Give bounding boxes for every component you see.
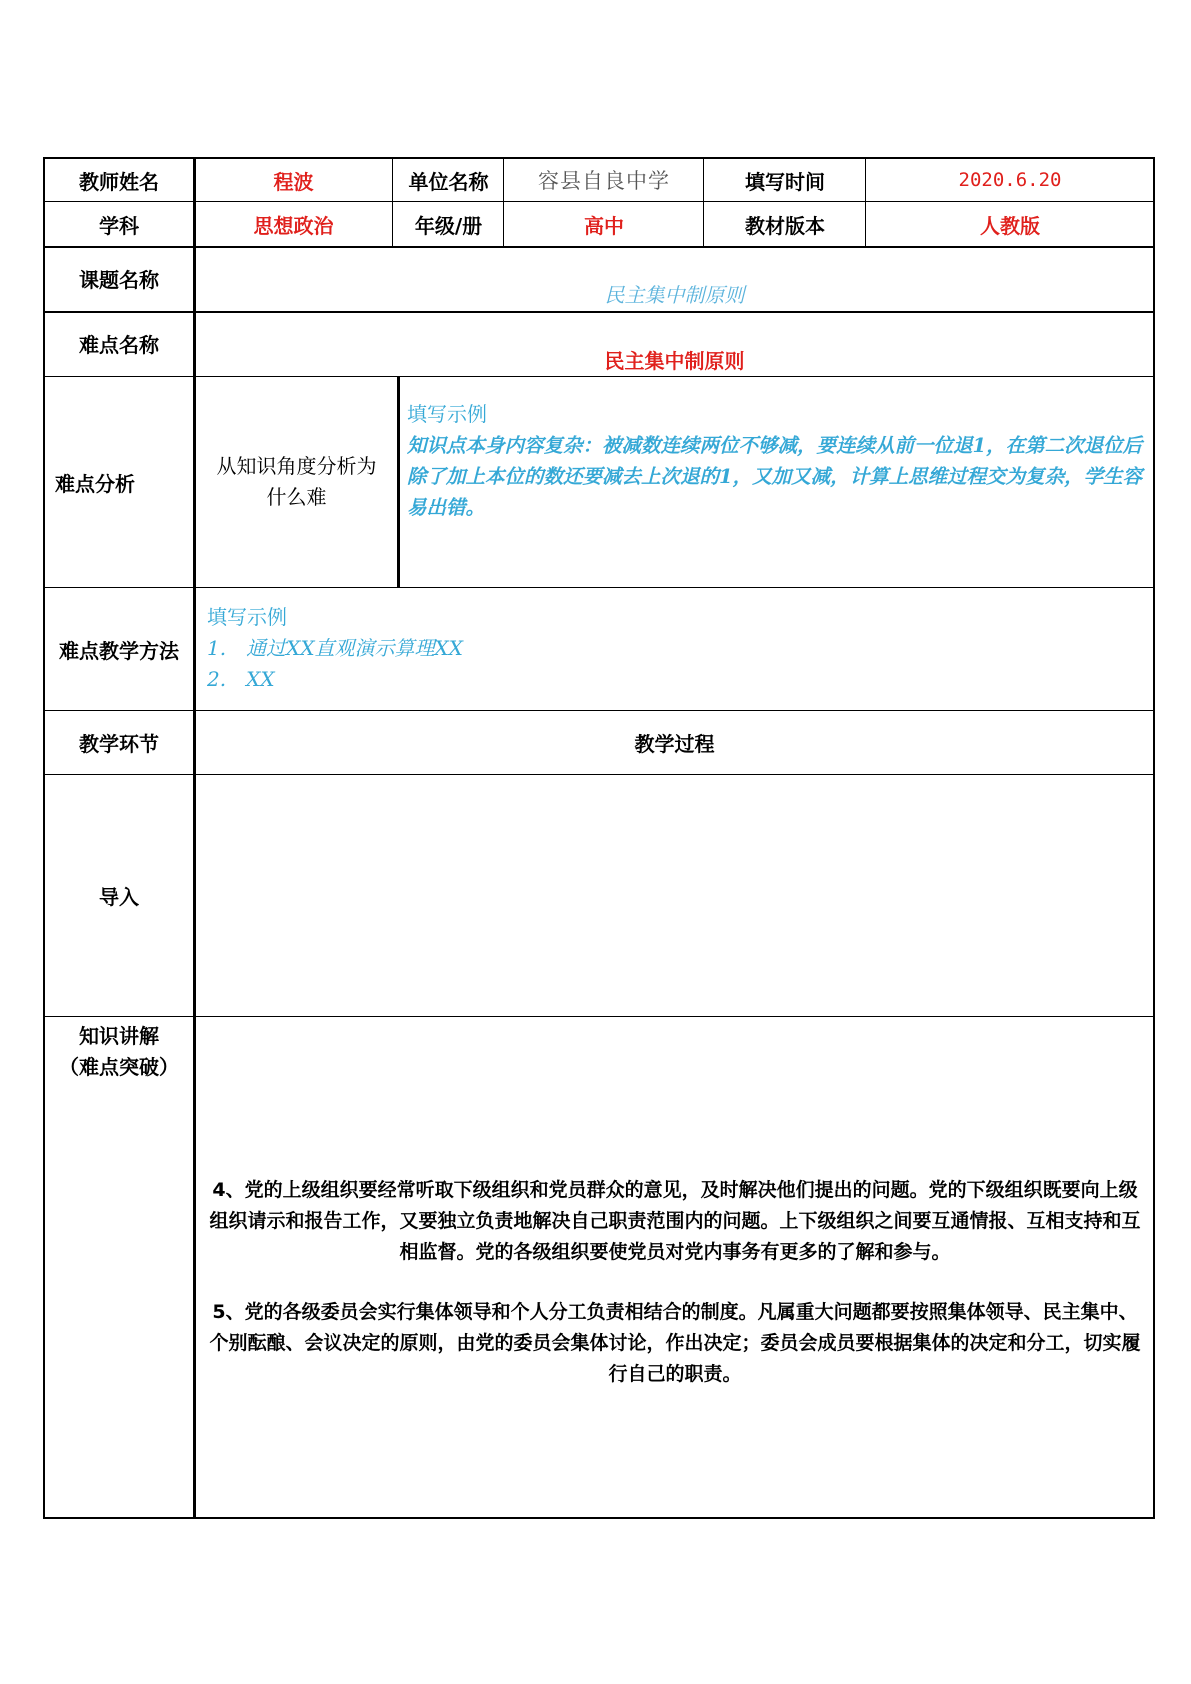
lesson-plan-table [43,157,1155,1519]
knowledge-label [45,1021,193,1083]
method-item: 2. XX [207,667,275,691]
topic-label: 课题名称 [79,268,159,292]
row-divider [45,1016,1153,1017]
knowledge-paragraph: 5、党的各级委员会实行集体领导和个人分工负责相结合的制度。凡属重大问题都要按照集体领导、民主集中、个别酝酿、会议决定的原则，由党的委员会集体讨论，作出决定；委员会成员要根据集体的决定和分工，切实履行自己的职责。 [209,1301,1141,1385]
subject-label: 学科 [99,213,139,238]
difficulty-value: 民主集中制原则 [604,349,745,373]
analysis-label: 难点分析 [55,471,135,496]
intro-content [196,775,1153,1016]
analysis-sub-label: 从知识角度分析为什么难 [216,454,377,509]
col-divider [392,159,393,246]
edition-label: 教材版本 [745,213,825,238]
row-divider [45,587,1153,588]
knowledge-label-line1: 知识讲解 [79,1024,159,1048]
difficulty-label: 难点名称 [79,333,159,357]
method-item: 1. 通过XX直观演示算理XX [207,636,464,660]
analysis-example-title: 填写示例 [407,402,487,426]
grade-label: 年级/册 [414,213,483,238]
teacher-name-label: 教师姓名 [79,169,159,194]
topic-value: 民主集中制原则 [604,283,745,307]
unit-name-label: 单位名称 [408,169,489,194]
col-divider [397,376,400,587]
grade-value: 高中 [584,213,624,238]
edition-value: 人教版 [980,213,1040,238]
teacher-name-value: 程波 [273,169,314,194]
teaching-step-label: 教学环节 [79,732,159,756]
col-divider [703,159,704,246]
col-divider [865,159,866,246]
method-label: 难点教学方法 [59,638,179,663]
analysis-example-text: 知识点本身内容复杂：被减数连续两位不够减，要连续从前一位退1，在第二次退位后除了加上本位的数还要减去上次退的1，又加又减，计算上思维过程交为复杂，学生容易出错。 [407,434,1143,519]
unit-name-value: 容县自良中学 [538,169,670,193]
fill-date-label: 填写时间 [745,169,825,194]
knowledge-paragraph: 4、党的上级组织要经常听取下级组织和党员群众的意见，及时解决他们提出的问题。党的下级组织既要向上级组织请示和报告工作，又要独立负责地解决自己职责范围内的问题。上下级组织之间要互通情报、互相支持和互相监督。党的各级组织要使党员对党内事务有更多的了解和参与。 [209,1179,1141,1263]
method-example-title: 填写示例 [207,605,287,629]
analysis-example [407,399,1147,523]
col-divider [503,159,504,246]
method-example [207,602,1137,695]
fill-date-value: 2020.6.20 [958,169,1062,191]
intro-label: 导入 [99,885,139,909]
subject-value: 思想政治 [253,213,334,238]
teaching-process-label: 教学过程 [634,732,715,756]
knowledge-label-line2: （难点突破） [59,1055,179,1079]
knowledge-content [207,1175,1143,1390]
